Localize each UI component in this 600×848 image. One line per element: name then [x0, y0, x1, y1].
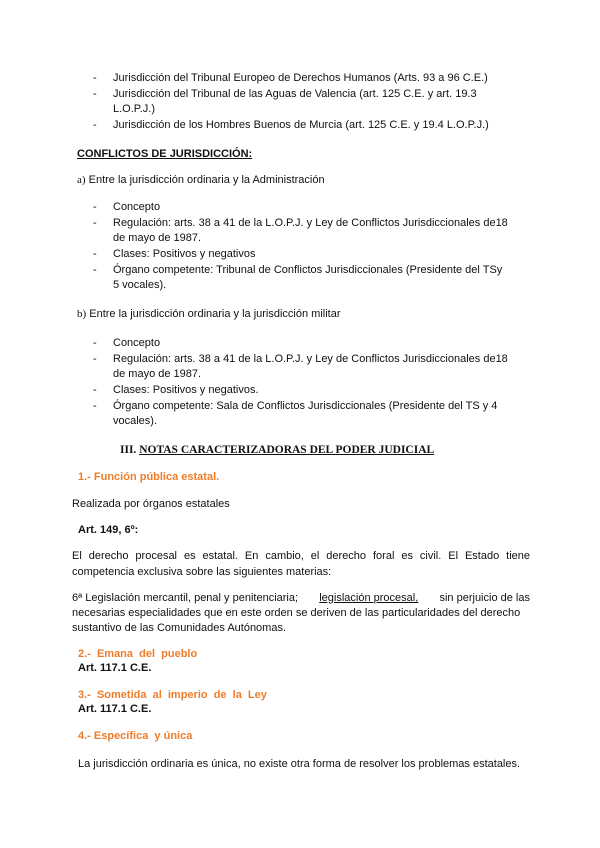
section-b-item: Regulación: arts. 38 a 41 de la L.O.P.J. y Ley de Conflictos Jurisdiccionales de18: [113, 353, 508, 365]
section-a-item-continuation: de mayo de 1987.: [113, 232, 202, 244]
item4-text: La jurisdicción ordinaria es única, no existe otra forma de resolver los problemas estatales.: [78, 758, 521, 770]
section-a-title: [77, 173, 325, 187]
section-iii-numeral: III.: [120, 444, 137, 456]
para2-text-b: sin perjuicio de las: [439, 592, 530, 604]
para2-underlined: legislación procesal,: [319, 592, 419, 604]
list-dash: -: [93, 384, 97, 396]
item1-para1-line1: El derecho procesal es estatal. En cambio, el derecho foral es civil. El Estado tiene: [72, 550, 530, 562]
item1-para1-line2: competencia exclusiva sobre las siguientes materias:: [72, 566, 332, 578]
section-b-item-continuation: de mayo de 1987.: [113, 368, 202, 380]
list-item: Jurisdicción de los Hombres Buenos de Murcia (art. 125 C.E. y 19.4 L.O.P.J.): [113, 119, 489, 131]
item1-para2-line3: sustantivo de las Comunidades Autónomas.: [72, 622, 287, 634]
section-a-item: Concepto: [113, 201, 161, 213]
item2-heading: 2.- Emana del pueblo: [78, 648, 198, 660]
list-dash: -: [93, 264, 97, 276]
item3-heading: 3.- Sometida al imperio de la Ley: [78, 689, 267, 701]
section-a-item: Clases: Positivos y negativos: [113, 248, 256, 260]
section-a-item-continuation: 5 vocales).: [113, 279, 167, 291]
item1-text: Realizada por órganos estatales: [72, 498, 230, 510]
section-b-title: [77, 307, 341, 321]
section-b-text: Entre la jurisdicción ordinaria y la jurisdicción militar: [89, 308, 341, 320]
item2-article: Art. 117.1 C.E.: [78, 662, 152, 674]
list-dash: -: [93, 400, 97, 412]
item1-heading: 1.- Función pública estatal.: [78, 471, 220, 483]
list-dash: -: [93, 337, 97, 349]
list-item-continuation: L.O.P.J.): [113, 103, 155, 115]
list-dash: -: [93, 119, 97, 131]
section-a-item: Órgano competente: Tribunal de Conflictos Jurisdiccionales (Presidente del TSy: [113, 264, 503, 276]
section-a-text: Entre la jurisdicción ordinaria y la Administración: [88, 174, 325, 186]
list-item: Jurisdicción del Tribunal de las Aguas de Valencia (art. 125 C.E. y art. 19.3: [113, 88, 477, 100]
list-dash: -: [93, 353, 97, 365]
section-b-item: Concepto: [113, 337, 161, 349]
section-a-marker: a): [77, 174, 86, 186]
section-iii-title: NOTAS CARACTERIZADORAS DEL PODER JUDICIAL: [139, 444, 435, 456]
section-b-item-continuation: vocales).: [113, 415, 158, 427]
list-dash: -: [93, 248, 97, 260]
section-iii-heading: [120, 443, 434, 457]
list-dash: -: [93, 88, 97, 100]
item4-heading: 4.- Específica y única: [78, 730, 193, 742]
item1-para2-line1: [72, 591, 530, 605]
section-a-item: Regulación: arts. 38 a 41 de la L.O.P.J. y Ley de Conflictos Jurisdiccionales de18: [113, 217, 508, 229]
conflictos-heading: CONFLICTOS DE JURISDICCIÓN:: [77, 148, 253, 160]
list-dash: -: [93, 72, 97, 84]
section-b-marker: b): [77, 308, 87, 320]
para2-text-a: 6ª Legislación mercantil, penal y penitenciaria;: [72, 592, 299, 604]
list-dash: -: [93, 201, 97, 213]
item1-article: Art. 149, 6º:: [78, 524, 139, 536]
item3-article: Art. 117.1 C.E.: [78, 703, 152, 715]
item1-para2-line2: necesarias especialidades que en este orden se deriven de las particularidades del derecho: [72, 607, 521, 619]
list-item: Jurisdicción del Tribunal Europeo de Derechos Humanos (Arts. 93 a 96 C.E.): [113, 72, 488, 84]
section-b-item: Órgano competente: Sala de Conflictos Jurisdiccionales (Presidente del TS y 4: [113, 400, 498, 412]
list-dash: -: [93, 217, 97, 229]
section-b-item: Clases: Positivos y negativos.: [113, 384, 259, 396]
